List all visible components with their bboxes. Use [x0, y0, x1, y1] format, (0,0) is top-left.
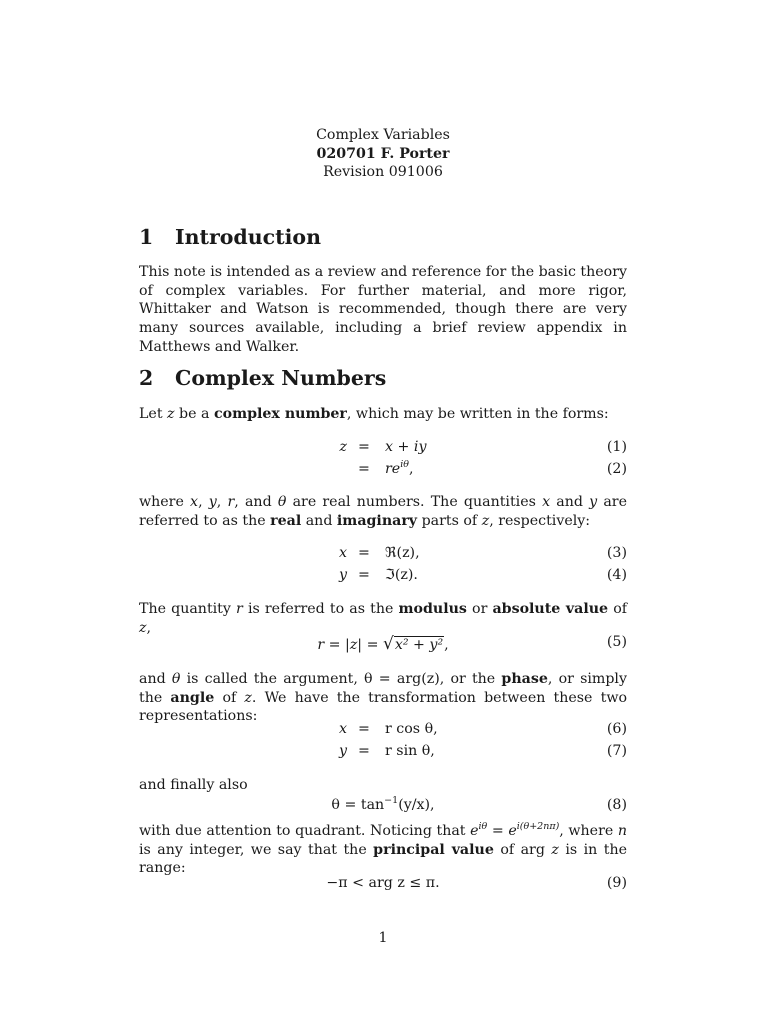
equation-5: [139, 634, 627, 654]
section-number: 1: [139, 225, 154, 249]
equation-centered: [139, 797, 627, 813]
paragraph-finally: and finally also: [139, 777, 248, 793]
equation-rhs: [385, 461, 413, 477]
equation-number: (7): [606, 743, 627, 759]
equation-tail: ,: [408, 461, 414, 477]
equation-rel: =: [358, 721, 370, 737]
term-complex-number: complex number: [213, 406, 347, 422]
sqrt-radicand: [394, 636, 444, 653]
term-principal-value: principal value: [373, 841, 494, 858]
equation-number: (8): [606, 797, 627, 813]
text: . We have the transformation between these two representations:: [139, 689, 627, 725]
equation-centered: −π < arg z ≤ π.: [326, 875, 440, 891]
var: n: [617, 823, 627, 839]
equation-lhs: z: [339, 439, 347, 455]
term-imaginary: imaginary: [336, 512, 418, 529]
equation-pre: r = |z| =: [317, 637, 383, 653]
equation-post: ,: [444, 637, 449, 653]
text: or: [466, 601, 493, 617]
text: of: [608, 601, 627, 617]
text: is referred to as the: [242, 601, 399, 617]
equation-lhs: x: [338, 545, 347, 561]
equation-sup: −1: [384, 795, 399, 806]
equation-rel: =: [358, 439, 370, 455]
var: e: [470, 823, 479, 839]
var: z: [139, 619, 147, 636]
equation-rhs: [385, 439, 426, 455]
equation-base: re: [385, 461, 401, 477]
equation-radicand: x² + y²: [394, 637, 444, 653]
equation-pre: θ = tan: [331, 797, 385, 813]
var: = e: [487, 823, 517, 839]
equation-rhs: ℑ(z).: [385, 567, 418, 583]
equation-lhs: x: [338, 721, 347, 737]
text: , or simply the: [139, 671, 627, 706]
var: r: [227, 494, 235, 510]
title-block: [139, 126, 627, 182]
equation-7: [139, 743, 627, 763]
var-z: z: [167, 406, 175, 422]
equation-number: (1): [606, 439, 627, 455]
section-title: Complex Numbers: [175, 366, 387, 390]
paragraph-principal-value: [139, 822, 627, 878]
term-modulus: modulus: [398, 601, 467, 617]
equation-number: (3): [606, 545, 627, 561]
text: The quantity: [139, 601, 237, 617]
paragraph-argument: [139, 670, 627, 726]
intro-paragraph: This note is intended as a review and reference for the basic theory of complex variables. For further material, and more rigor, Whittaker and Watson is recommended, though there are very many sources available, including a brief review appendix in Matthews and Walker.: [139, 264, 627, 355]
var: z: [551, 841, 559, 858]
equation-rhs: ℜ(z),: [385, 545, 420, 561]
equation-number: (6): [606, 721, 627, 737]
text: are referred to as the: [139, 494, 627, 529]
text: and: [550, 494, 590, 510]
equation-number: (2): [606, 461, 627, 477]
document-page: [139, 0, 627, 1024]
text: ,: [146, 619, 151, 636]
equation-rhs: r sin θ,: [385, 743, 435, 759]
text: ,: [216, 494, 228, 510]
sup: i(θ+2nπ): [516, 821, 560, 832]
equation-centered: [139, 634, 627, 654]
text: and: [301, 512, 337, 529]
equation-1: [139, 439, 627, 459]
term-real: real: [270, 512, 302, 529]
text: , where: [559, 823, 618, 839]
equation-4: [139, 567, 627, 587]
term-phase: phase: [501, 671, 548, 687]
paragraph-modulus: [139, 600, 627, 637]
section-number: 2: [139, 366, 154, 390]
var: y: [589, 494, 598, 510]
equation-lhs: y: [338, 743, 347, 759]
text: are real numbers. The quantities: [286, 494, 543, 510]
var: z: [244, 689, 252, 706]
text: , and: [234, 494, 278, 510]
text: be a: [174, 406, 214, 422]
var: x: [190, 494, 199, 510]
section-heading-complex-numbers: [139, 366, 386, 390]
var: r: [236, 601, 243, 617]
text: , which may be written in the forms:: [346, 406, 609, 422]
text: is in the range:: [139, 841, 627, 877]
section-title: Introduction: [175, 225, 321, 249]
var: y: [208, 494, 217, 510]
page-number: 1: [378, 930, 388, 946]
equation-9: [139, 875, 627, 895]
var: z: [481, 512, 490, 529]
text: with due attention to quadrant. Noticing that: [139, 823, 471, 839]
revision-line: Revision 091006: [323, 164, 443, 180]
equation-rel: =: [358, 743, 370, 759]
sqrt-symbol: √: [382, 634, 394, 654]
text: is any integer, we say that the: [139, 841, 374, 858]
equation-rel: =: [358, 461, 370, 477]
equation-sup: iθ: [400, 459, 409, 470]
paragraph-complex-number-def: [139, 405, 627, 424]
equation-rel: =: [358, 545, 370, 561]
equation-rel: =: [358, 567, 370, 583]
equation-8: [139, 797, 627, 817]
text: and: [139, 671, 172, 687]
equation-6: [139, 721, 627, 741]
text: is called the argument, θ = arg(z), or the: [180, 671, 502, 687]
var: θ: [171, 671, 181, 687]
equation-number: (4): [606, 567, 627, 583]
equation-number: (9): [606, 875, 627, 891]
author-line: 020701 F. Porter: [316, 145, 450, 162]
equation-3: [139, 545, 627, 565]
text: ,: [198, 494, 209, 510]
document-title: Complex Variables: [316, 127, 450, 143]
sup: iθ: [478, 821, 488, 832]
term-absolute-value: absolute value: [492, 601, 609, 617]
text: parts of: [417, 512, 482, 529]
text: , respectively:: [489, 512, 591, 529]
text: of: [214, 689, 245, 706]
equation-lhs: y: [338, 567, 347, 583]
term-angle: angle: [170, 689, 215, 706]
text: where: [139, 494, 191, 510]
equation-2: [139, 461, 627, 481]
equation-rhs-text: x + iy: [385, 439, 427, 455]
equation-post: (y/x),: [398, 797, 435, 813]
var: x: [542, 494, 551, 510]
var: θ: [277, 494, 287, 510]
equation-rhs: r cos θ,: [385, 721, 438, 737]
equation-number: (5): [606, 634, 627, 650]
text: of arg: [493, 841, 552, 858]
text: Let: [139, 406, 168, 422]
paragraph-real-imaginary: [139, 493, 627, 530]
section-heading-introduction: [139, 225, 321, 249]
